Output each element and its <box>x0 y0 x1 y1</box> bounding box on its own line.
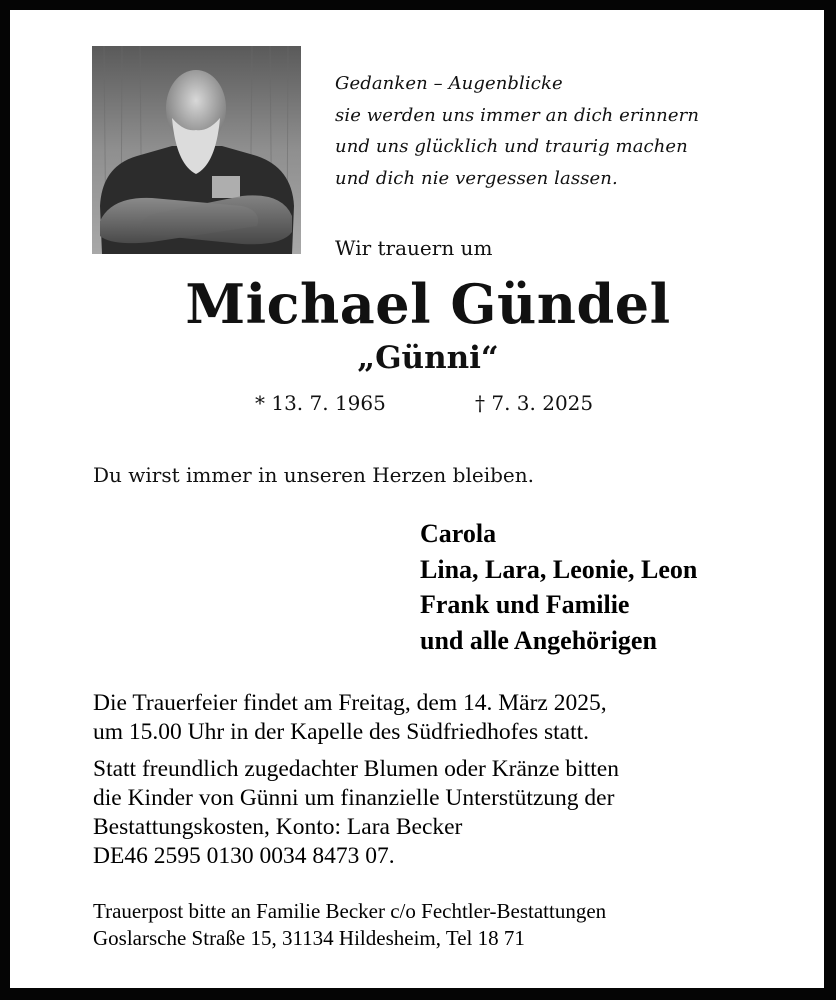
memorial-quote: Du wirst immer in unseren Herzen bleiben. <box>93 463 534 487</box>
poem-line: sie werden uns immer an dich erinnern <box>335 104 700 126</box>
portrait-icon <box>92 46 301 254</box>
mourners-list <box>420 516 697 658</box>
contact-address <box>93 898 606 952</box>
death-date: † 7. 3. 2025 <box>475 391 594 415</box>
poem <box>335 68 699 194</box>
contact-line: Goslarsche Straße 15, 31134 Hildesheim, Tel 18 71 <box>93 926 525 950</box>
poem-line: und dich nie vergessen lassen. <box>335 167 618 189</box>
donation-line: die Kinder von Günni um finanzielle Unterstützung der <box>93 785 615 811</box>
donation-line: Bestattungskosten, Konto: Lara Becker <box>93 814 463 840</box>
ceremony-line: um 15.00 Uhr in der Kapelle des Südfriedhofes statt. <box>93 719 590 745</box>
mourning-intro: Wir trauern um <box>335 236 493 260</box>
mourner-line: und alle Angehörigen <box>420 625 657 655</box>
donation-request <box>93 755 619 871</box>
deceased-name: Michael Gündel <box>185 272 671 336</box>
donation-line: Statt freundlich zugedachter Blumen oder Kränze bitten <box>93 756 619 782</box>
poem-line: Gedanken – Augenblicke <box>335 73 563 94</box>
mourner-line: Carola <box>420 519 497 548</box>
deceased-nickname: „Günni“ <box>357 340 499 376</box>
portrait-photo <box>92 46 301 254</box>
mourner-line: Lina, Lara, Leonie, Leon <box>420 554 698 584</box>
contact-line: Trauerpost bitte an Familie Becker c/o Fechtler-Bestattungen <box>93 899 607 923</box>
poem-line: und uns glücklich und traurig machen <box>335 136 688 157</box>
ceremony-info <box>93 689 607 747</box>
bank-account: DE46 2595 0130 0034 8473 07. <box>93 843 395 869</box>
mourner-line: Frank und Familie <box>420 590 630 619</box>
ceremony-line: Die Trauerfeier findet am Freitag, dem 14. März 2025, <box>93 690 607 716</box>
birth-date: * 13. 7. 1965 <box>255 391 386 415</box>
